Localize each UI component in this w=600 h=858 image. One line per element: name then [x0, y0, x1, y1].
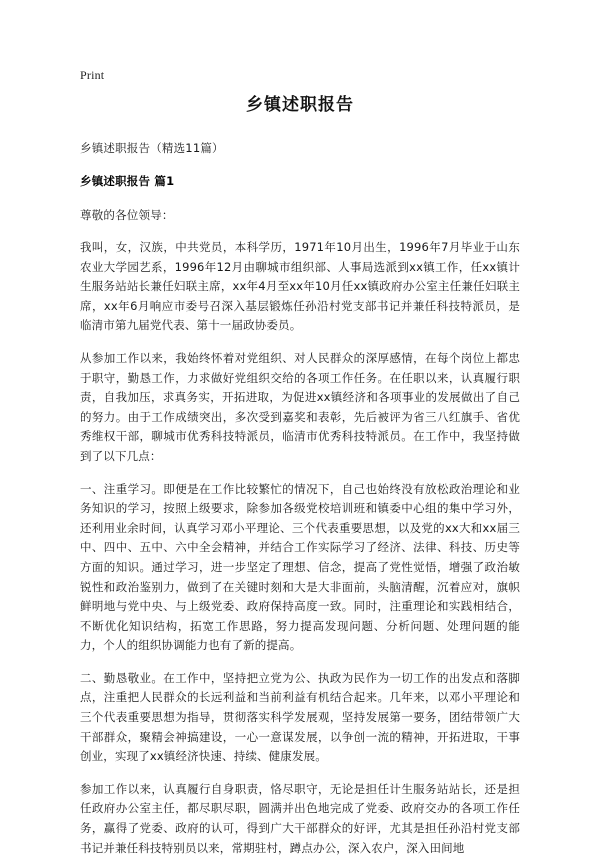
- print-button[interactable]: Print: [80, 68, 105, 82]
- document-subtitle: 乡镇述职报告（精选11篇）: [80, 141, 224, 155]
- body-paragraph: 参加工作以来，认真履行自身职责，恪尽职守，无论是担任计生服务站站长，还是担任政府办公室主任，都尽职尽职，圆满并出色地完成了党委、政府交办的各项工作任务，赢得了党委、政府的认可，得到广大干部群众的好评，尤其是担任孙沿村党支部书记并兼任科技特别员以来，常期驻村，蹲点办公，深入农户，深入田间地: [80, 781, 520, 855]
- body-paragraph: 二、勤恳敬业。在工作中，坚持把立党为公、执政为民作为一切工作的出发点和落脚点，注重把人民群众的长远利益和当前利益有机结合起来。几年来，以邓小平理论和三个代表重要思想为指导，贯彻落实科学发展观，坚持发展第一要务，团结带领广大干部群众，聚精会神搞建设，一心一意谋发展，以争创一流的精神，开拓进取，干事创业，实现了xx镇经济快速、持续、健康发展。: [80, 670, 520, 764]
- body-paragraph: 一、注重学习。即便是在工作比较繁忙的情况下，自己也始终没有放松政治理论和业务知识的学习，按照上级要求，除参加各级党校培训班和镇委中心组的集中学习外，还利用业余时间，认真学习邓小平理论、三个代表重要思想，以及党的xx大和xx届三中、四中、五中、六中全会精神，并结合工作实际学习了经济、法律、科技、历史等方面的知识。通过学习，进一步坚定了理想、信念，提高了党性觉悟，增强了政治敏锐性和政治鉴别力，做到了在关键时刻和大是大非面前，头脑清醒，沉着应对，旗帜鲜明地与党中央、与上级党委、政府保持高度一致。同时，注重理论和实践相结合，不断优化知识结构，拓宽工作思路，努力提高发现问题、分析问题、处理问题的能力，个人的组织协调能力也有了新的提高。: [80, 481, 520, 653]
- salutation: 尊敬的各位领导：: [80, 208, 174, 222]
- section-heading: 乡镇述职报告 篇1: [80, 174, 175, 188]
- page-title: 乡镇述职报告: [246, 95, 354, 115]
- body-paragraph: 我叫，女，汉族，中共党员，本科学历，1971年10月出生，1996年7月毕业于山东农业大学园艺系，1996年12月由聊城市组织部、人事局选派到xx镇工作，任xx镇计生服务站站长兼任妇联主席，xx年4月至xx年10月任xx镇政府办公室主任兼任妇联主席，xx年6月响应市委号召深入基层锻炼任孙沿村党支部书记并兼任科技特派员，是临清市第九届党代表、第十一届政协委员。: [80, 240, 520, 333]
- body-paragraph: 从参加工作以来，我始终怀着对党组织、对人民群众的深厚感情，在每个岗位上都忠于职守，勤恳工作，力求做好党组织交给的各项工作任务。在任职以来，认真履行职责，自我加压，求真务实，开拓进取，为促进xx镇经济和各项事业的发展做出了自己的努力。由于工作成绩突出，多次受到嘉奖和表彰，先后被评为省三八红旗手、省优秀维权干部，聊城市优秀科技特派员，临清市优秀科技特派员。在工作中，我坚持做到了以下几点：: [80, 350, 520, 463]
- document-content: [80, 92, 520, 858]
